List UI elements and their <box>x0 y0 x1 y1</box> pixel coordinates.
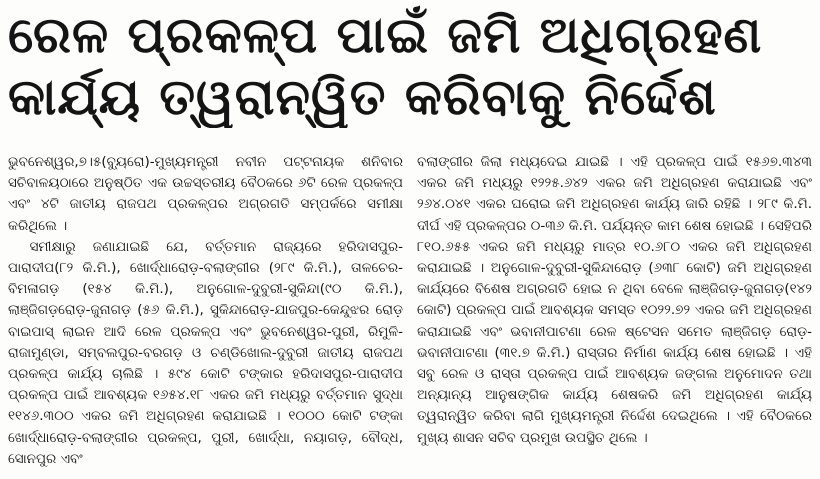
article-column-2 <box>417 152 812 475</box>
article-paragraph: ବଲାଙ୍ଗୀର ଜିଲା ମଧ୍ୟଦେଇ ଯାଇଛି । ଏହି ପ୍ରକଳ୍ପ ପାଇଁ ୧୫୬୭.୩୪୩ ଏକର ଜମି ମଧ୍ୟରୁ ୧୨୨୫.୬୪୨ ଏକର ଜମି ଅଧିଗ୍ରହଣ କରାଯାଇଛି ଏବଂ ୨୬୪.୦୪୧ ଏକର ଘରୋଇ ଜମି ଅଧିଗ୍ରହଣ କାର୍ଯ୍ୟ ଜାରି ରହିଛି । ୨୮୯ କି.ମି. ଦୀର୍ଘ ଏହି ପ୍ରକଳ୍ପର ୦-୩୬ କି.ମି. ପର୍ଯ୍ୟନ୍ତ କାମ ଶେଷ ହୋଇଛି । ସେହିପରି ୮୧୦.୬୫୫ ଏକର ଜମି ମଧ୍ୟରୁ ମାତ୍ର ୧୦.୬୮୦ ଏକର ଜମି ଅଧିଗ୍ରହଣ କରାଯାଇଛି । ଅନୁଗୋଳ-ଦୁବୁରୀ-ସୁକିନ୍ଦାରୋଡ଼ (୬୩୮ କୋଟି) ଜମି ଅଧିଗ୍ରହଣ କାର୍ଯ୍ୟରେ ବିଶେଷ ଅଗ୍ରଗତି ହୋଇ ନ ଥିବା ବେଳେ ଲାଞ୍ଜିଗଡ଼-ଜୁନାଗଡ଼(୧୪୨ କୋଟି) ପ୍ରକଳ୍ପ ପାଇଁ ଆବଶ୍ୟକ ସମସ୍ତ ୧୦୨୨.୭୨ ଏକର ଜମି ଅଧିଗ୍ରହଣ କରାଯାଇଛି ଏବଂ ଭବାନୀପାଟଣା ରେଳ ଷ୍ଟେସନ ସମେତ ଲାଞ୍ଜିଗଡ଼ ରୋଡ଼-ଭବାନୀପାଟଣା (୩୧.୭ କି.ମି.) ରାସ୍ତାର ନିର୍ମାଣ କାର୍ଯ୍ୟ ଶେଷ ହୋଇଛି । ଏହି ସବୁ ରେଳ ଓ ରାସ୍ତା ପ୍ରକଳ୍ପ ପାଇଁ ଆବଶ୍ୟକ ଜଙ୍ଗଲ ଅନୁମୋଦନ ତଥା ଅନ୍ୟାନ୍ୟ ଆନୁଷଙ୍ଗିକ କାର୍ଯ୍ୟ ଶେଷକରି ଜମି ଅଧିଗ୍ରହଣ କାର୍ଯ୍ୟ ତ୍ୱରାନ୍ୱିତ କରିବା ଲାଗି ମୁଖ୍ୟମନ୍ତ୍ରୀ ନିର୍ଦ୍ଦେଶ ଦେଇଥିଲେ । ଏହି ବୈଠକରେ ମୁଖ୍ୟ ଶାସନ ସଚିବ ପ୍ରମୁଖ ଉପସ୍ଥିତ ଥିଲେ । <box>417 154 812 446</box>
headline-line-2: କାର୍ଯ୍ୟ ତ୍ୱରାନ୍ୱିତ କରିବାକୁ ନିର୍ଦ୍ଦେଶ <box>8 68 717 126</box>
headline-line-1: ରେଳ ପ୍ରକଳ୍ପ ପାଇଁ ଜମି ଅଧିଗ୍ରହଣ <box>8 6 763 64</box>
article-column-1 <box>8 152 403 475</box>
article-body <box>8 152 812 475</box>
article-paragraph: ସମୀକ୍ଷାରୁ ଜଣାଯାଇଛି ଯେ, ବର୍ତ୍ତମାନ ରାଜ୍ୟରେ ହରିଦାସପୁର-ପାରାଦୀପ(୮୨ କି.ମି.), ଖୋର୍ଦ୍ଧାରୋଡ଼-ବଲାଙ୍ଗୀର (୨୮୯ କି.ମି.), ତାଳଚେର-ବିମଳାଗଡ଼ (୧୫୪ କି.ମି.), ଅନୁଗୋଳ-ଦୁବୁରୀ-ସୁକିନ୍ଦା(୯୦ କି.ମି.), ଲାଞ୍ଜିଗଡ଼ରୋଡ଼-ଜୁନାଗଡ଼ (୫୬ କି.ମି.), ସୁକିନ୍ଦାରୋଡ଼-ଯାଜପୁର-କେନ୍ଦୁଝର ରୋଡ଼ ବାଇପାସ୍ ଲାଇନ ଆଦି ରେଳ ପ୍ରକଳ୍ପ ଏବଂ ଭୁବନେଶ୍ୱର-ପୁରୀ, ରିମୁଳି-ରାଜାମୁଣ୍ଡା, ସମ୍ବଲପୁର-ବରଗଡ଼ ଓ ଚଣ୍ଡିଖୋଲ-ଦୁବୁରୀ ଜାତୀୟ ରାଜପଥ ପ୍ରକଳ୍ପ କାର୍ଯ୍ୟ ଚାଲିଛି । ୫୯୪ କୋଟି ଟଙ୍କାର ହରିଦାସପୁର-ପାରାଦୀପ ପ୍ରକଳ୍ପ ପାଇଁ ଆବଶ୍ୟକ ୧୬୫୪.୧୮ ଏକର ଜମି ମଧ୍ୟରୁ ବର୍ତ୍ତମାନ ସୁଦ୍ଧା ୧୧୪୬.୩୦୦ ଏକର ଜମି ଅଧିଗ୍ରହଣ କରାଯାଇଛି । ୧୦୦୦ କୋଟି ଟଙ୍କା ଖୋର୍ଦ୍ଧାରୋଡ଼-ବଲାଙ୍ଗୀର ପ୍ରକଳ୍ପ, ପୁରୀ, ଖୋର୍ଦ୍ଧା, ନୟାଗଡ଼, ବୌଦ୍ଧ, ସୋନପୁର ଏବଂ <box>8 238 403 467</box>
headline <box>8 4 812 128</box>
article-paragraph: ଭୁବନେଶ୍ୱର,୭।୫(ବ୍ୟୁରୋ)-ମୁଖ୍ୟମନ୍ତ୍ରୀ ନବୀନ ପଟ୍ଟନାୟକ ଶନିବାର ସଚିବାଳୟଠାରେ ଅନୁଷ୍ଠିତ ଏକ ଉଚ୍ଚସ୍ତରୀୟ ବୈଠକରେ ୬ଟି ରେଳ ପ୍ରକଳ୍ପ ଏବଂ ୪ଟି ଜାତୀୟ ରାଜପଥ ପ୍ରକଳ୍ପର ଅଗ୍ରଗତି ସମ୍ପର୍କରେ ସମୀକ୍ଷା କରିଥିଲେ । <box>8 154 403 234</box>
